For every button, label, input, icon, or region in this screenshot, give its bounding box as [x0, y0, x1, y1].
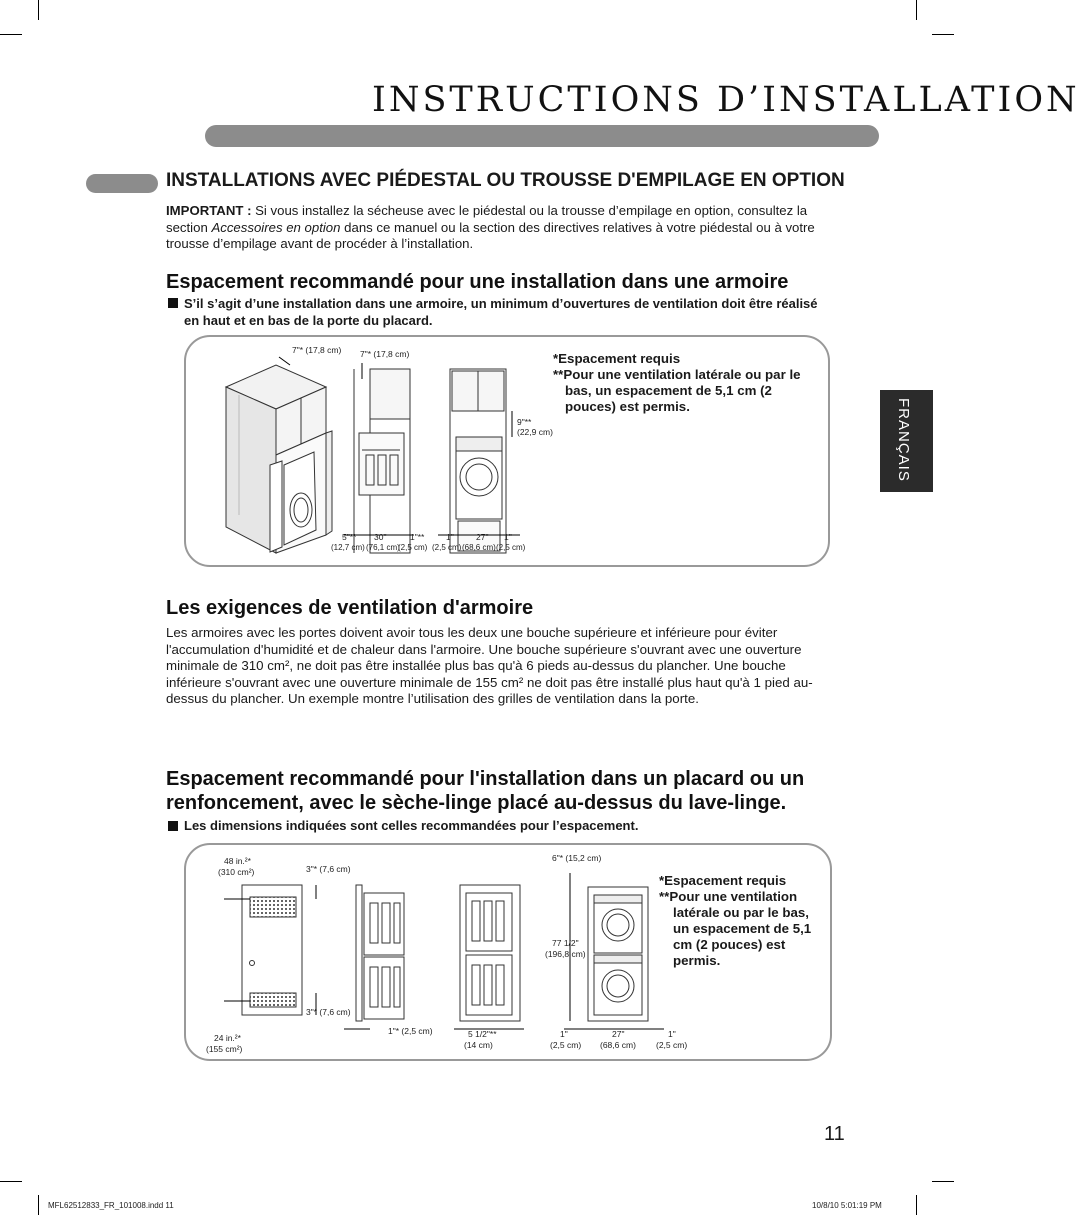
dim-w1: 1" [560, 1029, 568, 1039]
armoire-bullet: S’il s’agit d’une installation dans une armoire, un minimum d’ouvertures de ventilation doit être réalisé en haut et en bas de la porte du placard. [184, 296, 818, 328]
dim-w3-cm: (2,5 cm) [656, 1040, 688, 1050]
dim-b4-cm: (2,5 cm) [432, 543, 462, 552]
dim-b5-cm: (68,6 cm) [462, 543, 496, 552]
page-title: INSTRUCTIONS D’INSTALLATION [372, 80, 1080, 120]
dim-height: 77 1/2" [552, 938, 579, 948]
dim-b3: 1"** [410, 532, 425, 542]
armoire-notes [553, 351, 815, 415]
crop-mark [916, 1195, 917, 1215]
ventilation-heading: Les exigences de ventilation d'armoire [166, 597, 534, 619]
dim-height-cm: (196,8 cm) [545, 949, 586, 959]
dim-w1-cm: (2,5 cm) [550, 1040, 582, 1050]
dim-top-vent-cm: (310 cm²) [218, 867, 255, 877]
dim-bot-vent-cm: (155 cm²) [206, 1044, 243, 1054]
note-required: *Espacement requis [553, 351, 681, 366]
ventilation-text: Les armoires avec les portes doivent avoir tous les deux une bouche supérieure et inférieure pour éviter l'accumulation d'humidité et de chaleur dans l'armoire. Une bouche supérieure s'ouvrant avec une ouverture minimale de 310 cm², ne doit pas être installée plus bas qu'à 6 pieds au-dessus du plancher. Une bouche inférieure s'ouvrant avec une ouverture minimale de 155 cm² ne doit pas être installé plus haut qu'à 1 pied au-dessus du plancher. Un exemple montre l’utilisation des grilles de ventilation dans la porte. [166, 625, 813, 706]
bullet-square [168, 821, 178, 831]
language-tab [880, 390, 933, 492]
crop-mark [0, 34, 22, 35]
section-title: INSTALLATIONS AVEC PIÉDESTAL OU TROUSSE D'EMPILAGE EN OPTION [166, 170, 845, 191]
dim-b2: 30" [374, 532, 387, 542]
note-ventilation: **Pour une ventilation latérale ou par le bas, un espacement de 5,1 cm (2 pouces) est permis. [553, 367, 801, 414]
language-tab-label: FRANÇAIS [895, 398, 912, 482]
dim-b6-cm: (2,5 cm) [496, 543, 526, 552]
dim-b2-cm: (76,1 cm) [366, 543, 400, 552]
dim-top-vent: 48 in.²* [224, 856, 251, 866]
dim-w2-cm: (68,6 cm) [600, 1040, 636, 1050]
dim-b1-cm: (12,7 cm) [331, 543, 365, 552]
dim-top-left: 7"* (17,8 cm) [292, 345, 342, 355]
page-number: 11 [824, 1123, 845, 1145]
section-pill [86, 174, 158, 193]
dim-bot-vent: 24 in.²* [214, 1033, 241, 1043]
dim-b6: 1" [504, 532, 512, 542]
bullet-square [168, 298, 178, 308]
crop-mark [38, 0, 39, 20]
dim-right-9-cm: (22,9 cm) [517, 427, 553, 437]
placard-bullet: Les dimensions indiquées sont celles recommandées pour l’espacement. [184, 818, 639, 833]
armoire-heading: Espacement recommandé pour une installation dans une armoire [166, 271, 789, 293]
crop-mark [916, 0, 917, 20]
note-required: *Espacement requis [659, 873, 787, 888]
dim-top-gap: 3"* (7,6 cm) [306, 864, 351, 874]
placard-heading-line1: Espacement recommandé pour l'installation dans un placard ou un [166, 768, 805, 790]
dim-b4: 1" [446, 532, 454, 542]
dim-bot-gap: 3"* (7,6 cm) [306, 1007, 351, 1017]
placard-notes [659, 873, 821, 969]
important-paragraph [166, 203, 818, 253]
note-ventilation: **Pour une ventilation latérale ou par le bas, un espacement de 5,1 cm (2 pouces) est permis. [659, 889, 812, 968]
dim-w3: 1" [668, 1029, 676, 1039]
dim-depth-cm: (14 cm) [464, 1040, 493, 1050]
dim-right-9: 9"** [517, 417, 532, 427]
dim-b1: 5"** [342, 532, 357, 542]
crop-mark [0, 1181, 22, 1182]
dim-side-gap: 1"* (2,5 cm) [388, 1026, 433, 1036]
placard-heading-line2: renfoncement, avec le sèche-linge placé au-dessus du lave-linge. [166, 792, 787, 814]
crop-mark [38, 1195, 39, 1215]
important-text-post: dans ce manuel ou la section des directives relatives à votre piédestal ou à votre trousse d’empilage avant de procéder à l’installation. [166, 219, 815, 251]
dim-w2: 27" [612, 1029, 625, 1039]
footer-file: MFL62512833_FR_101008.indd 11 [48, 1201, 174, 1210]
crop-mark [932, 1181, 954, 1182]
important-text-emphasis: Accessoires en option [211, 219, 341, 235]
dim-depth: 5 1/2"** [468, 1029, 497, 1039]
dim-b5: 27" [476, 532, 489, 542]
dim-b3-cm: (2,5 cm) [398, 543, 428, 552]
dim-top-mid: 7"* (17,8 cm) [360, 349, 410, 359]
dim-top-6: 6"* (15,2 cm) [552, 853, 602, 863]
crop-mark [932, 34, 954, 35]
title-bar [205, 125, 879, 147]
footer-date: 10/8/10 5:01:19 PM [812, 1201, 882, 1210]
important-label: IMPORTANT : [166, 203, 252, 218]
important-text-pre: Si vous installez la sécheuse avec le piédestal ou la trousse d’empilage en option, consultez la section [166, 203, 808, 235]
